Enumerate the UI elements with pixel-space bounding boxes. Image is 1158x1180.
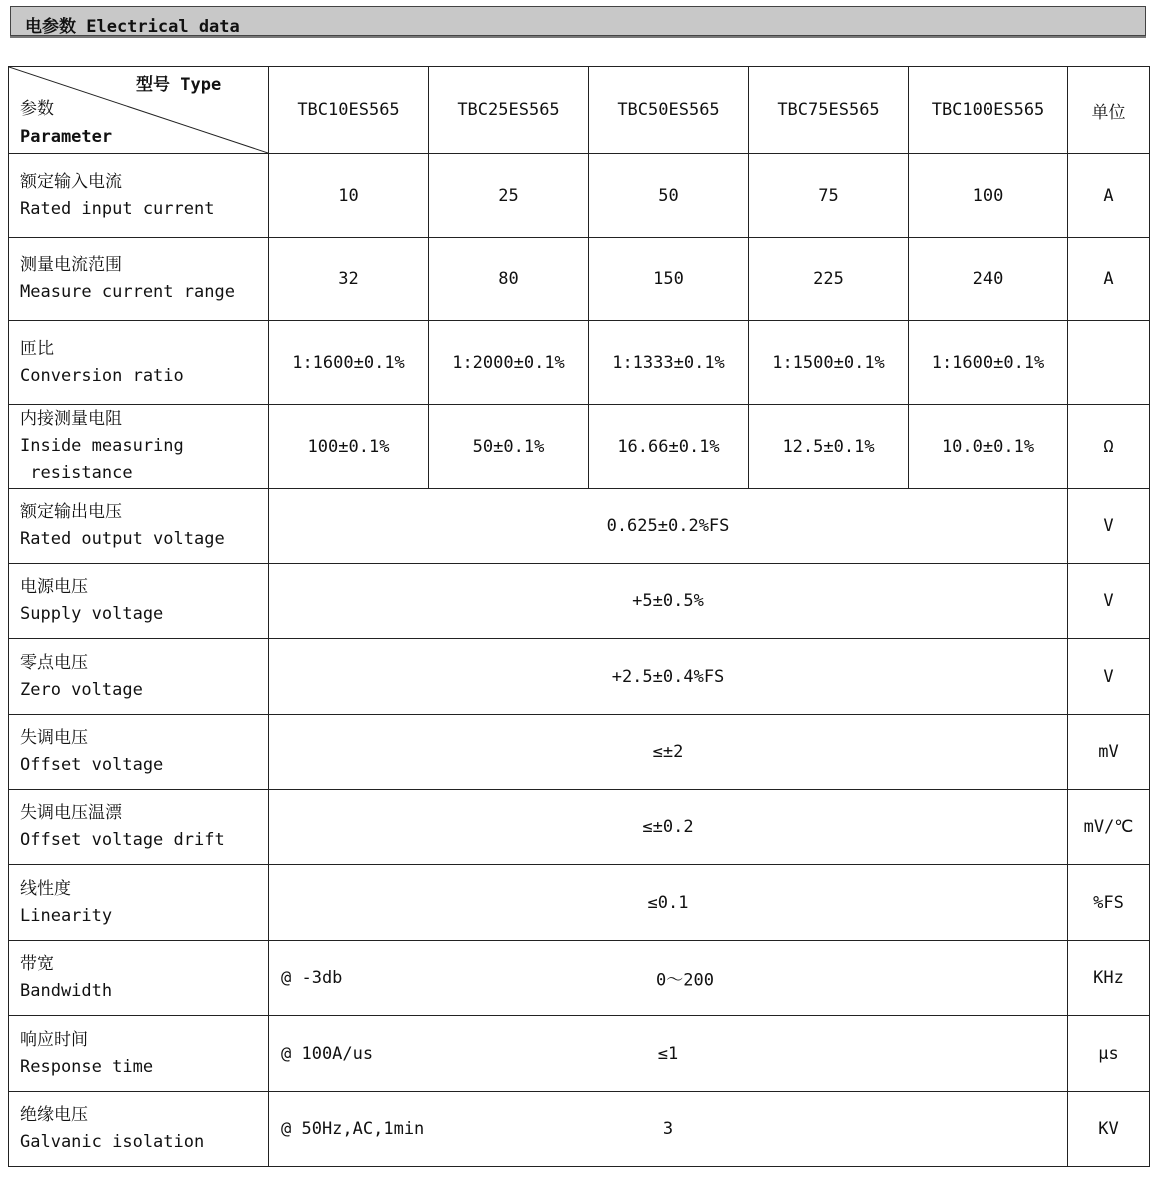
- value-cell: ≤±2: [269, 715, 1068, 790]
- parameter-cn: 额定输入电流: [20, 171, 122, 192]
- unit-cell: A: [1068, 238, 1150, 321]
- value-cell: [269, 941, 1068, 1016]
- parameter-cn: 零点电压: [20, 652, 88, 673]
- value-cell: 225: [749, 238, 909, 321]
- value-cell: 100±0.1%: [269, 405, 429, 489]
- test-condition: @ 50Hz,AC,1min: [281, 1119, 425, 1139]
- table-row: [9, 564, 1150, 639]
- parameter-cell: [9, 564, 269, 639]
- parameter-en: Inside measuring: [20, 436, 184, 456]
- model-header: TBC50ES565: [589, 67, 749, 154]
- parameter-en: Response time: [20, 1056, 154, 1077]
- parameter-en: Conversion ratio: [20, 365, 184, 386]
- parameter-cn: 失调电压: [20, 728, 88, 748]
- value-cell: 12.5±0.1%: [749, 405, 909, 489]
- header-row: [9, 67, 1150, 154]
- parameter-en: Offset voltage: [20, 755, 164, 775]
- value-text: 0～200: [656, 970, 714, 991]
- value-cell: +2.5±0.4%FS: [269, 639, 1068, 715]
- table-row: [9, 1092, 1150, 1167]
- value-cell: 240: [909, 238, 1068, 321]
- table-row: [9, 154, 1150, 238]
- value-cell: 50: [589, 154, 749, 238]
- parameter-cn: 线性度: [20, 878, 71, 899]
- model-header: TBC10ES565: [269, 67, 429, 154]
- value-cell: [269, 1092, 1068, 1167]
- value-cell: ≤0.1: [269, 865, 1068, 941]
- table-row: [9, 865, 1150, 941]
- unit-cell: %FS: [1068, 865, 1150, 941]
- table-row: [9, 639, 1150, 715]
- parameter-label-cn: 参数: [20, 99, 54, 119]
- parameter-en: Rated input current: [20, 198, 215, 219]
- type-label: 型号 Type: [136, 75, 222, 95]
- unit-cell: [1068, 321, 1150, 405]
- table-row: [9, 489, 1150, 564]
- value-cell: 50±0.1%: [429, 405, 589, 489]
- parameter-en-line2: resistance: [20, 463, 133, 483]
- parameter-cn: 内接测量电阻: [20, 409, 122, 429]
- parameter-cell: [9, 1016, 269, 1092]
- unit-cell: V: [1068, 639, 1150, 715]
- value-cell: 80: [429, 238, 589, 321]
- parameter-en: Offset voltage drift: [20, 830, 225, 850]
- value-cell: 0.625±0.2%FS: [269, 489, 1068, 564]
- section-title: 电参数 Electrical data: [25, 17, 240, 37]
- parameter-cn: 绝缘电压: [20, 1105, 88, 1125]
- value-cell: 16.66±0.1%: [589, 405, 749, 489]
- parameter-cell: [9, 489, 269, 564]
- parameter-cn: 电源电压: [20, 577, 88, 597]
- value-cell: 75: [749, 154, 909, 238]
- parameter-en: Rated output voltage: [20, 529, 225, 549]
- table-row: [9, 405, 1150, 489]
- unit-header: 单位: [1068, 67, 1150, 154]
- value-cell: 1:1600±0.1%: [909, 321, 1068, 405]
- unit-cell: KV: [1068, 1092, 1150, 1167]
- parameter-cell: [9, 639, 269, 715]
- value-cell: 10: [269, 154, 429, 238]
- parameter-en: Measure current range: [20, 282, 235, 302]
- table-row: [9, 321, 1150, 405]
- header-corner-cell: [9, 67, 269, 154]
- parameter-cell: [9, 790, 269, 865]
- parameter-label: [20, 95, 112, 151]
- parameter-cell: [9, 1092, 269, 1167]
- parameter-cell: [9, 405, 269, 489]
- test-condition: @ 100A/us: [281, 1043, 374, 1064]
- parameter-en: Linearity: [20, 905, 113, 926]
- value-text: 3: [662, 1119, 674, 1139]
- value-cell: 100: [909, 154, 1068, 238]
- parameter-cell: [9, 715, 269, 790]
- model-header: TBC75ES565: [749, 67, 909, 154]
- parameter-en: Bandwidth: [20, 981, 113, 1001]
- table-row: [9, 1016, 1150, 1092]
- parameter-en: Zero voltage: [20, 679, 143, 700]
- parameter-cn: 测量电流范围: [20, 255, 122, 275]
- table-row: [9, 790, 1150, 865]
- table-row: [9, 238, 1150, 321]
- unit-cell: KHz: [1068, 941, 1150, 1016]
- unit-cell: mV/℃: [1068, 790, 1150, 865]
- unit-cell: A: [1068, 154, 1150, 238]
- parameter-cn: 额定输出电压: [20, 502, 122, 522]
- parameter-cn: 带宽: [20, 954, 54, 974]
- parameter-label-en: Parameter: [20, 127, 113, 147]
- table-row: [9, 715, 1150, 790]
- unit-cell: mV: [1068, 715, 1150, 790]
- parameter-en: Supply voltage: [20, 604, 164, 624]
- value-text: ≤1: [657, 1043, 679, 1064]
- parameter-cell: [9, 865, 269, 941]
- value-cell: 25: [429, 154, 589, 238]
- parameter-en: Galvanic isolation: [20, 1132, 205, 1152]
- value-cell: 150: [589, 238, 749, 321]
- value-cell: 1:1500±0.1%: [749, 321, 909, 405]
- parameter-cell: [9, 941, 269, 1016]
- section-header: [10, 6, 1146, 36]
- value-cell: 32: [269, 238, 429, 321]
- value-cell: +5±0.5%: [269, 564, 1068, 639]
- value-cell: 1:2000±0.1%: [429, 321, 589, 405]
- test-condition: @ -3db: [281, 968, 343, 988]
- model-header: TBC100ES565: [909, 67, 1068, 154]
- parameter-cn: 失调电压温漂: [20, 803, 122, 823]
- parameter-cell: [9, 238, 269, 321]
- value-cell: 1:1333±0.1%: [589, 321, 749, 405]
- table-row: [9, 941, 1150, 1016]
- value-cell: 10.0±0.1%: [909, 405, 1068, 489]
- value-cell: 1:1600±0.1%: [269, 321, 429, 405]
- electrical-data-table: [8, 66, 1150, 1167]
- model-header: TBC25ES565: [429, 67, 589, 154]
- value-cell: [269, 1016, 1068, 1092]
- parameter-cn: 匝比: [20, 338, 54, 359]
- parameter-cell: [9, 321, 269, 405]
- parameter-cn: 响应时间: [20, 1029, 88, 1050]
- parameter-cell: [9, 154, 269, 238]
- unit-cell: V: [1068, 564, 1150, 639]
- unit-cell: V: [1068, 489, 1150, 564]
- unit-cell: μs: [1068, 1016, 1150, 1092]
- value-cell: ≤±0.2: [269, 790, 1068, 865]
- unit-cell: Ω: [1068, 405, 1150, 489]
